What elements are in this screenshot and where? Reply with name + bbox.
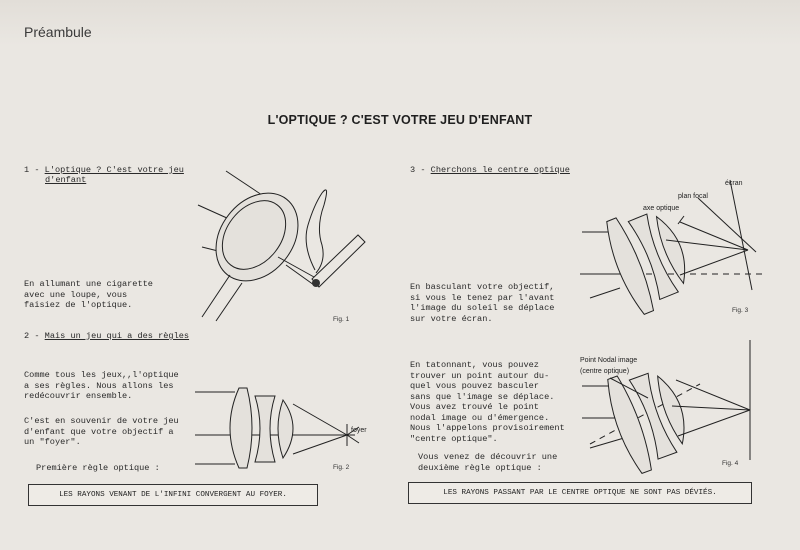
fig1-handle [202,275,242,321]
fig1-sun-ray-top [226,171,265,197]
rule-1-box [28,484,318,506]
fig1-ember [312,279,320,287]
rule-2-text: LES RAYONS PASSANT PAR LE CENTRE OPTIQUE NE SONT PAS DÉVIÉS. [443,489,717,497]
plan-focal-label: plan focal [678,193,708,200]
section-1-title-line2: d'enfant [45,175,87,185]
section-1-text: En allumant une cigarette avec une loupe, vous faisiez de l'optique. [24,279,153,310]
section-2-text-2: C'est en souvenir de votre jeu d'enfant que votre objectif a un "foyer". [24,416,179,447]
figure-1-magnifier [190,165,375,325]
section-3-rule-intro: Vous venez de découvrir une deuxième règle optique : [418,452,558,473]
figure-4-label: Fig. 4 [722,460,739,467]
page-title: L'OPTIQUE ? C'EST VOTRE JEU D'ENFANT [267,113,533,127]
section-1-title-line2-wrap [45,175,86,186]
section-3-text-2: En tatonnant, vous pouvez trouver un point autour du- quel vous pouvez basculer sans que l'image se déplace. Vous avez trouvé le point nodal image ou d'émergence. Nous l'appelons provisoirement "centre optique". [410,360,565,444]
header-bar [0,0,800,46]
fig4-conv-ray-bottom [678,410,750,436]
figure-1-label: Fig. 1 [333,316,350,323]
ecran-label: écran [725,180,743,187]
fig3-lens-group [600,200,699,317]
section-3-text-1: En basculant votre objectif, si vous le tenez par l'avant l'image du soleil se déplace sur votre écran. [410,282,555,324]
centre-optique-label: (centre optique) [580,368,630,375]
rule-1-text: LES RAYONS VENANT DE L'INFINI CONVERGENT AU FOYER. [59,491,287,499]
rule-2-box [408,482,752,504]
section-2-text-1: Comme tous les jeux,,l'optique a ses règles. Nous allons les redécouvrir ensemble. [24,370,179,401]
section-1-heading [24,165,184,176]
fig2-lens-3 [278,400,293,458]
fig1-lens-rim [199,177,315,297]
fig2-conv-ray-top [293,404,347,435]
fig4-ray-low [590,438,624,448]
fig1-smoke [306,190,326,273]
figure-2-label: Fig. 2 [333,464,350,471]
fig3-focal-plane-line [698,198,756,252]
section-1-number: 1 - [24,165,40,175]
fig4-optical-axis [672,406,750,410]
fig2-lens-2 [255,396,275,462]
figure-3-label: Fig. 3 [732,307,749,314]
section-3-title: Cherchons le centre optique [430,165,570,175]
fig2-conv-ray-bottom [293,435,347,454]
section-2-title: Mais un jeu qui a des règles [44,331,190,341]
axe-optique-label: axe optique [643,205,680,212]
fig1-cigarette [312,235,365,287]
section-1-title-line1: L'optique ? C'est votre jeu [44,165,184,175]
section-3-heading [410,165,570,176]
fig3-conv-ray-bottom [680,250,748,275]
point-nodal-label: Point Nodal image [580,357,638,364]
section-2-heading [24,331,189,342]
section-2-number: 2 - [24,331,40,341]
section-2-rule-intro: Première règle optique : [36,463,160,473]
fig4-lens-group [601,359,697,476]
fig4-conv-ray-top [676,380,750,410]
foyer-label: foyer [351,427,367,434]
section-3-number: 3 - [410,165,426,175]
section-header: Préambule [24,24,92,40]
figure-2-lens-focus [195,380,375,475]
fig3-ray-low [590,288,620,298]
fig2-lens-1 [230,388,252,468]
